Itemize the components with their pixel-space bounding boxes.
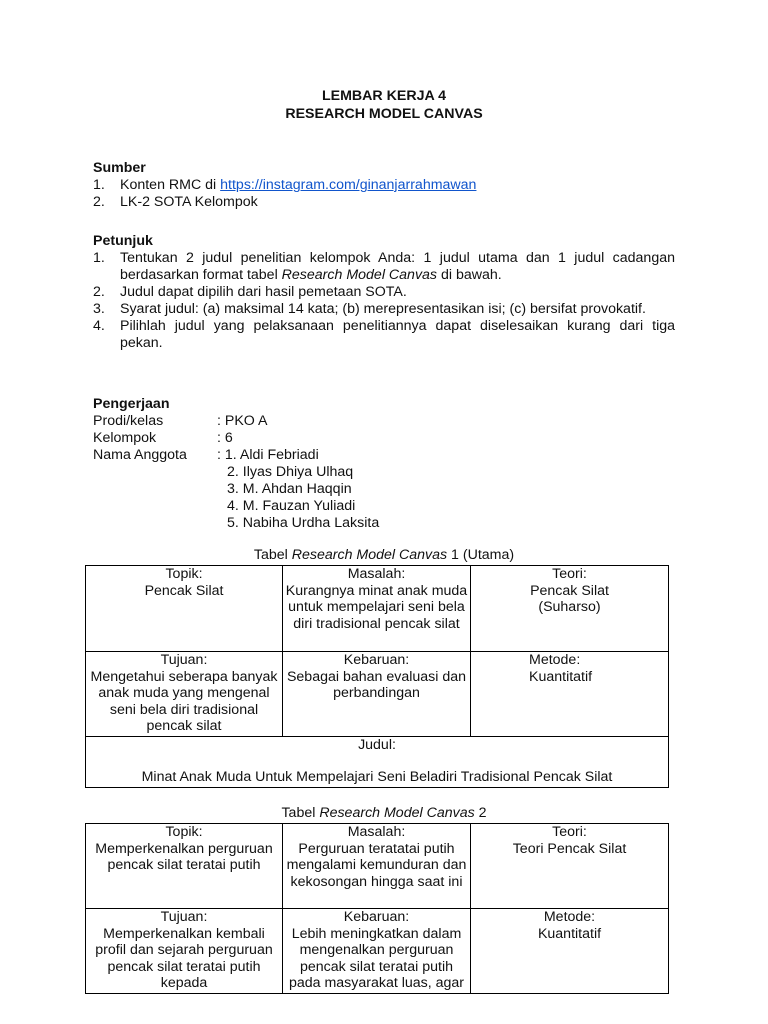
tujuan-cell: Tujuan: Mengetahui seberapa banyak anak muda yang mengenal seni bela diri tradisional pencak silat <box>86 652 283 737</box>
topik-cell: Topik: Memperkenalkan perguruan pencak silat teratai putih <box>86 824 283 909</box>
list-item: 2. LK-2 SOTA Kelompok <box>93 194 258 210</box>
list-item: 3. Syarat judul: (a) maksimal 14 kata; (b) merepresentasikan isi; (c) bersifat provokatif. <box>93 301 646 317</box>
list-item: 4. Pilihlah judul yang pelaksanaan penelitiannya dapat diselesaikan kurang dari tiga pekan. <box>93 318 675 351</box>
member-name: 5. Nabiha Urdha Laksita <box>227 515 380 531</box>
table2-caption: Tabel Research Model Canvas 2 <box>281 805 487 821</box>
list-item: 1. Konten RMC di https://instagram.com/ginanjarrahmawan <box>93 177 477 193</box>
kebaruan-cell: Kebaruan: Sebagai bahan evaluasi dan perbandingan <box>283 652 471 737</box>
judul-cell: Judul: Minat Anak Muda Untuk Mempelajari Seni Beladiri Tradisional Pencak Silat <box>86 737 669 788</box>
sumber-heading: Sumber <box>93 160 146 176</box>
title-line-2: RESEARCH MODEL CANVAS <box>285 106 483 122</box>
member-name: 2. Ilyas Dhiya Ulhaq <box>227 464 354 480</box>
teori-cell: Teori: Teori Pencak Silat <box>471 824 669 909</box>
sumber-section <box>93 160 675 211</box>
tujuan-cell: Tujuan: Memperkenalkan kembali profil dan sejarah perguruan pencak silat teratai putih kepada <box>86 909 283 994</box>
document-title <box>0 88 768 124</box>
member-name: 3. M. Ahdan Haqqin <box>227 481 352 497</box>
metode-cell: Metode: Kuantitatif <box>471 652 669 737</box>
metode-cell: Metode: Kuantitatif <box>471 909 669 994</box>
kelompok-row: Kelompok : 6 <box>93 430 233 446</box>
list-item: 1. Tentukan 2 judul penelitian kelompok Anda: 1 judul utama dan 1 judul cadangan berdasarkan format tabel Research Model Canvas di bawah. <box>93 250 675 283</box>
sumber-list <box>93 177 675 211</box>
rmc-table-2 <box>85 823 669 994</box>
title-line-1: LEMBAR KERJA 4 <box>321 88 447 104</box>
table1-caption: Tabel Research Model Canvas 1 (Utama) <box>253 547 515 563</box>
petunjuk-list <box>93 250 675 352</box>
member-name: 4. M. Fauzan Yuliadi <box>227 498 356 514</box>
anggota-row: Nama Anggota : 1. Aldi Febriadi <box>93 447 319 463</box>
petunjuk-section <box>93 233 675 352</box>
rmc-table-1 <box>85 565 669 788</box>
masalah-cell: Masalah: Perguruan teratatai putih mengalami kemunduran dan kekosongan hingga saat ini <box>283 824 471 909</box>
masalah-cell: Masalah: Kurangnya minat anak muda untuk mempelajari seni bela diri tradisional pencak silat <box>283 566 471 652</box>
pengerjaan-heading: Pengerjaan <box>93 396 170 412</box>
teori-cell: Teori: Pencak Silat (Suharso) <box>471 566 669 652</box>
petunjuk-heading: Petunjuk <box>93 233 153 249</box>
instagram-link[interactable]: https://instagram.com/ginanjarrahmawan <box>220 177 477 193</box>
prodi-row: Prodi/kelas : PKO A <box>93 413 268 429</box>
list-item: 2. Judul dapat dipilih dari hasil pemetaan SOTA. <box>93 284 407 300</box>
topik-cell: Topik: Pencak Silat <box>86 566 283 652</box>
kebaruan-cell: Kebaruan: Lebih meningkatkan dalam mengenalkan perguruan pencak silat teratai putih pada masyarakat luas, agar <box>283 909 471 994</box>
pengerjaan-section <box>93 396 675 532</box>
